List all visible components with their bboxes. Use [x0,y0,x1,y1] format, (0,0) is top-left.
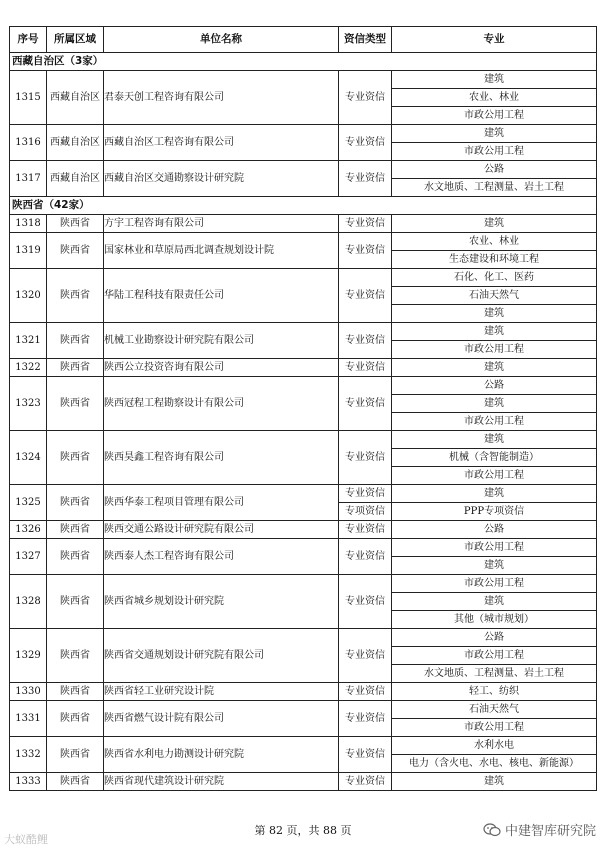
table-row [10,233,597,251]
cell-type: 专业资信 [339,773,392,791]
cell-name: 华陆工程科技有限责任公司 [104,269,339,323]
group-row [10,53,597,71]
cell-type: 专业资信 [339,125,392,161]
cell-name: 陕西公立投资咨询有限公司 [104,359,339,377]
cell-name: 陕西交通公路设计研究院有限公司 [104,521,339,539]
cell-region: 陕西省 [47,521,104,539]
header-major: 专业 [392,27,597,53]
header-region: 所属区域 [47,27,104,53]
cell-type: 专业资信 [339,539,392,575]
cell-major: 水文地质、工程测量、岩土工程 [392,665,597,683]
cell-name: 方宇工程咨询有限公司 [104,215,339,233]
cell-name: 国家林业和草原局西北调查规划设计院 [104,233,339,269]
cell-type: 专业资信 [339,269,392,323]
cell-no: 1325 [10,485,47,521]
cell-region: 陕西省 [47,269,104,323]
cell-major: 建筑 [392,323,597,341]
cell-major: 石化、化工、医药 [392,269,597,287]
cell-major: 市政公用工程 [392,719,597,737]
cell-no: 1323 [10,377,47,431]
cell-type: 专项资信 [339,503,392,521]
table-body [10,53,597,791]
cell-major: 石油天然气 [392,287,597,305]
table-row [10,125,597,143]
cell-major: PPP专项资信 [392,503,597,521]
cell-major: 水利水电 [392,737,597,755]
cell-no: 1332 [10,737,47,773]
wechat-icon [483,823,501,837]
cell-name: 陕西华泰工程项目管理有限公司 [104,485,339,521]
table-row [10,431,597,449]
cell-no: 1321 [10,323,47,359]
table-row [10,773,597,791]
cell-major: 农业、林业 [392,233,597,251]
cell-major: 其他（城市规划） [392,611,597,629]
cell-type: 专业资信 [339,575,392,629]
cell-no: 1326 [10,521,47,539]
cell-major: 公路 [392,377,597,395]
cell-major: 建筑 [392,125,597,143]
table-row [10,71,597,89]
cell-major: 市政公用工程 [392,539,597,557]
cell-region: 陕西省 [47,431,104,485]
cell-no: 1320 [10,269,47,323]
cell-region: 西藏自治区 [47,71,104,125]
cell-major: 农业、林业 [392,89,597,107]
qualification-table [9,26,597,791]
cell-type: 专业资信 [339,359,392,377]
cell-name: 陕西省燃气设计院有限公司 [104,701,339,737]
table-row [10,629,597,647]
cell-type: 专业资信 [339,629,392,683]
cell-major: 公路 [392,521,597,539]
cell-type: 专业资信 [339,683,392,701]
cell-major: 建筑 [392,359,597,377]
table-row [10,323,597,341]
cell-region: 西藏自治区 [47,125,104,161]
table-row [10,521,597,539]
cell-major: 建筑 [392,305,597,323]
cell-no: 1317 [10,161,47,197]
table-row [10,269,597,287]
cell-name: 陕西省现代建筑设计研究院 [104,773,339,791]
cell-major: 市政公用工程 [392,341,597,359]
cell-major: 建筑 [392,557,597,575]
table-row [10,215,597,233]
cell-major: 轻工、纺织 [392,683,597,701]
cell-no: 1322 [10,359,47,377]
header-row [10,27,597,53]
cell-major: 机械（含智能制造） [392,449,597,467]
cell-region: 陕西省 [47,773,104,791]
cell-type: 专业资信 [339,233,392,269]
cell-major: 建筑 [392,485,597,503]
cell-region: 陕西省 [47,233,104,269]
cell-name: 西藏自治区工程咨询有限公司 [104,125,339,161]
cell-no: 1315 [10,71,47,125]
table-row [10,485,597,503]
cell-major: 公路 [392,629,597,647]
cell-type: 专业资信 [339,161,392,197]
cell-name: 陕西省交通规划设计研究院有限公司 [104,629,339,683]
cell-name: 陕西省城乡规划设计研究院 [104,575,339,629]
cell-major: 市政公用工程 [392,467,597,485]
table-row [10,701,597,719]
group-title: 陕西省（42家） [10,197,597,215]
cell-major: 建筑 [392,593,597,611]
cell-major: 市政公用工程 [392,575,597,593]
cell-major: 生态建设和环境工程 [392,251,597,269]
cell-major: 公路 [392,161,597,179]
cell-region: 陕西省 [47,629,104,683]
cell-type: 专业资信 [339,485,392,503]
table-row [10,575,597,593]
cell-no: 1327 [10,539,47,575]
table-row [10,737,597,755]
cell-region: 西藏自治区 [47,161,104,197]
cell-name: 陕西省水利电力勘测设计研究院 [104,737,339,773]
group-row [10,197,597,215]
cell-region: 陕西省 [47,359,104,377]
cell-major: 市政公用工程 [392,107,597,125]
watermark-right [483,820,596,839]
cell-name: 陕西昊鑫工程咨询有限公司 [104,431,339,485]
cell-major: 石油天然气 [392,701,597,719]
cell-no: 1331 [10,701,47,737]
cell-major: 建筑 [392,773,597,791]
cell-major: 建筑 [392,215,597,233]
cell-region: 陕西省 [47,683,104,701]
cell-type: 专业资信 [339,71,392,125]
cell-type: 专业资信 [339,701,392,737]
header-no: 序号 [10,27,47,53]
cell-region: 陕西省 [47,377,104,431]
cell-major: 建筑 [392,431,597,449]
header-type: 资信类型 [339,27,392,53]
cell-no: 1330 [10,683,47,701]
cell-major: 市政公用工程 [392,143,597,161]
cell-no: 1324 [10,431,47,485]
cell-region: 陕西省 [47,701,104,737]
group-title: 西藏自治区（3家） [10,53,597,71]
watermark-left: 大蚁酷鲤 [4,833,48,846]
cell-region: 陕西省 [47,485,104,521]
cell-no: 1318 [10,215,47,233]
cell-region: 陕西省 [47,215,104,233]
cell-major: 电力（含火电、水电、核电、新能源） [392,755,597,773]
cell-type: 专业资信 [339,215,392,233]
cell-type: 专业资信 [339,737,392,773]
cell-name: 陕西冠程工程勘察设计有限公司 [104,377,339,431]
cell-major: 市政公用工程 [392,413,597,431]
cell-major: 建筑 [392,71,597,89]
table-row [10,377,597,395]
header-name: 单位名称 [104,27,339,53]
table-row [10,539,597,557]
cell-no: 1319 [10,233,47,269]
cell-major: 市政公用工程 [392,647,597,665]
cell-name: 陕西省轻工业研究设计院 [104,683,339,701]
table-row [10,359,597,377]
cell-region: 陕西省 [47,323,104,359]
cell-major: 建筑 [392,395,597,413]
cell-type: 专业资信 [339,431,392,485]
cell-name: 西藏自治区交通勘察设计研究院 [104,161,339,197]
cell-region: 陕西省 [47,575,104,629]
table-row [10,161,597,179]
cell-region: 陕西省 [47,539,104,575]
watermark-right-text: 中建智库研究院 [504,824,596,839]
cell-region: 陕西省 [47,737,104,773]
table-row [10,683,597,701]
cell-type: 专业资信 [339,521,392,539]
cell-name: 机械工业勘察设计研究院有限公司 [104,323,339,359]
cell-name: 陕西泰人杰工程咨询有限公司 [104,539,339,575]
cell-no: 1316 [10,125,47,161]
page-number: 第 82 页，共 88 页 [254,824,352,837]
cell-no: 1328 [10,575,47,629]
cell-major: 水文地质、工程测量、岩土工程 [392,179,597,197]
cell-no: 1329 [10,629,47,683]
cell-type: 专业资信 [339,323,392,359]
cell-type: 专业资信 [339,377,392,431]
cell-name: 君泰天创工程咨询有限公司 [104,71,339,125]
cell-no: 1333 [10,773,47,791]
